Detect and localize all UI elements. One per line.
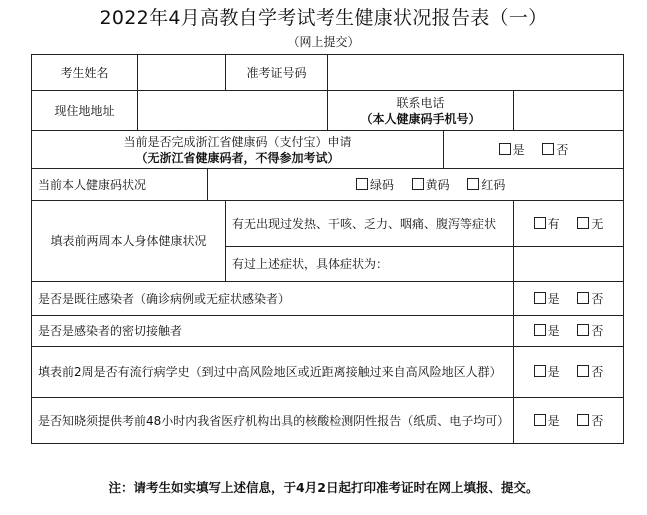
row-health-code-application xyxy=(32,131,624,169)
q1-cell xyxy=(32,131,444,169)
health-report-table xyxy=(31,54,624,444)
q7-no-checkbox[interactable] xyxy=(577,414,589,426)
q1-text: 当前是否完成浙江省健康码（支付宝）申请 xyxy=(123,134,352,149)
q6-text: 填表前2周是否有流行病学史（到过中高风险地区或近距离接触过来自高风险地区人群） xyxy=(32,347,514,398)
q6-no-checkbox[interactable] xyxy=(577,365,589,377)
row-address-phone xyxy=(32,91,624,131)
ticket-field[interactable] xyxy=(328,55,624,91)
symptom-none-checkbox[interactable] xyxy=(577,217,589,229)
symptom-details-field[interactable] xyxy=(514,247,624,282)
row-name-ticket xyxy=(32,55,624,91)
q1-yes-checkbox[interactable] xyxy=(499,143,511,155)
q3a-options xyxy=(514,201,624,247)
q6-yes-label: 是 xyxy=(547,365,560,379)
symptom-have-checkbox[interactable] xyxy=(534,217,546,229)
q4-no-checkbox[interactable] xyxy=(577,292,589,304)
form-title: 2022年4月高教自学考试考生健康状况报告表（一） xyxy=(99,7,548,29)
row-prior-infection xyxy=(32,282,624,316)
row-nucleic-acid-report xyxy=(32,398,624,444)
row-symptoms xyxy=(32,201,624,247)
q5-options xyxy=(514,316,624,347)
q1-yes-label: 是 xyxy=(512,142,525,157)
q7-yes-label: 是 xyxy=(547,413,560,428)
q3b-text: 有过上述症状，具体症状为： xyxy=(226,247,514,282)
green-code-label: 绿码 xyxy=(370,177,395,192)
q6-no-label: 否 xyxy=(591,365,604,379)
row-health-code-status xyxy=(32,169,624,201)
phone-field[interactable] xyxy=(514,91,624,131)
red-code-label: 红码 xyxy=(481,177,506,192)
q7-yes-checkbox[interactable] xyxy=(534,414,546,426)
q2-options xyxy=(208,169,624,201)
symptom-none-label: 无 xyxy=(591,216,604,231)
symptom-have-label: 有 xyxy=(547,216,560,231)
ticket-label: 准考证号码 xyxy=(226,55,328,91)
q7-text: 是否知晓须提供考前48小时内我省医疗机构出具的核酸检测阴性报告（纸质、电子均可） xyxy=(32,398,514,444)
footer-note: 注：请考生如实填写上述信息，于4月2日起打印准考证时在网上填报、提交。 xyxy=(108,480,539,495)
q4-options xyxy=(514,282,624,316)
q6-yes-checkbox[interactable] xyxy=(534,365,546,377)
name-label: 考生姓名 xyxy=(32,55,138,91)
address-field[interactable] xyxy=(138,91,328,131)
q7-no-label: 否 xyxy=(591,413,604,428)
q5-no-checkbox[interactable] xyxy=(577,324,589,336)
q1-no-label: 否 xyxy=(556,142,569,157)
yellow-code-checkbox[interactable] xyxy=(412,178,424,190)
phone-hint: （本人健康码手机号） xyxy=(360,111,481,126)
q1-no-checkbox[interactable] xyxy=(542,143,554,155)
name-field[interactable] xyxy=(138,55,226,91)
q6-options xyxy=(514,347,624,398)
q5-yes-checkbox[interactable] xyxy=(534,324,546,336)
row-close-contact xyxy=(32,316,624,347)
phone-label-cell xyxy=(328,91,514,131)
q3a-text: 有无出现过发热、干咳、乏力、咽痛、腹泻等症状 xyxy=(226,201,514,247)
green-code-checkbox[interactable] xyxy=(356,178,368,190)
q5-yes-label: 是 xyxy=(547,324,560,338)
q1-options xyxy=(444,131,624,169)
address-label: 现住地地址 xyxy=(32,91,138,131)
q2-label: 当前本人健康码状况 xyxy=(32,169,208,201)
q1-warning: （无浙江省健康码者，不得参加考试） xyxy=(135,150,340,165)
q5-text: 是否是感染者的密切接触者 xyxy=(32,316,514,347)
q3-label: 填表前两周本人身体健康状况 xyxy=(32,201,226,282)
phone-label: 联系电话 xyxy=(396,95,445,110)
row-epidemiological-history xyxy=(32,347,624,398)
q4-text: 是否是既往感染者（确诊病例或无症状感染者） xyxy=(32,282,514,316)
q5-no-label: 否 xyxy=(591,324,604,338)
form-subtitle: （网上提交） xyxy=(287,35,360,49)
q4-no-label: 否 xyxy=(591,291,604,306)
red-code-checkbox[interactable] xyxy=(467,178,479,190)
q4-yes-checkbox[interactable] xyxy=(534,292,546,304)
q7-options xyxy=(514,398,624,444)
yellow-code-label: 黄码 xyxy=(425,177,450,192)
q4-yes-label: 是 xyxy=(547,291,560,306)
